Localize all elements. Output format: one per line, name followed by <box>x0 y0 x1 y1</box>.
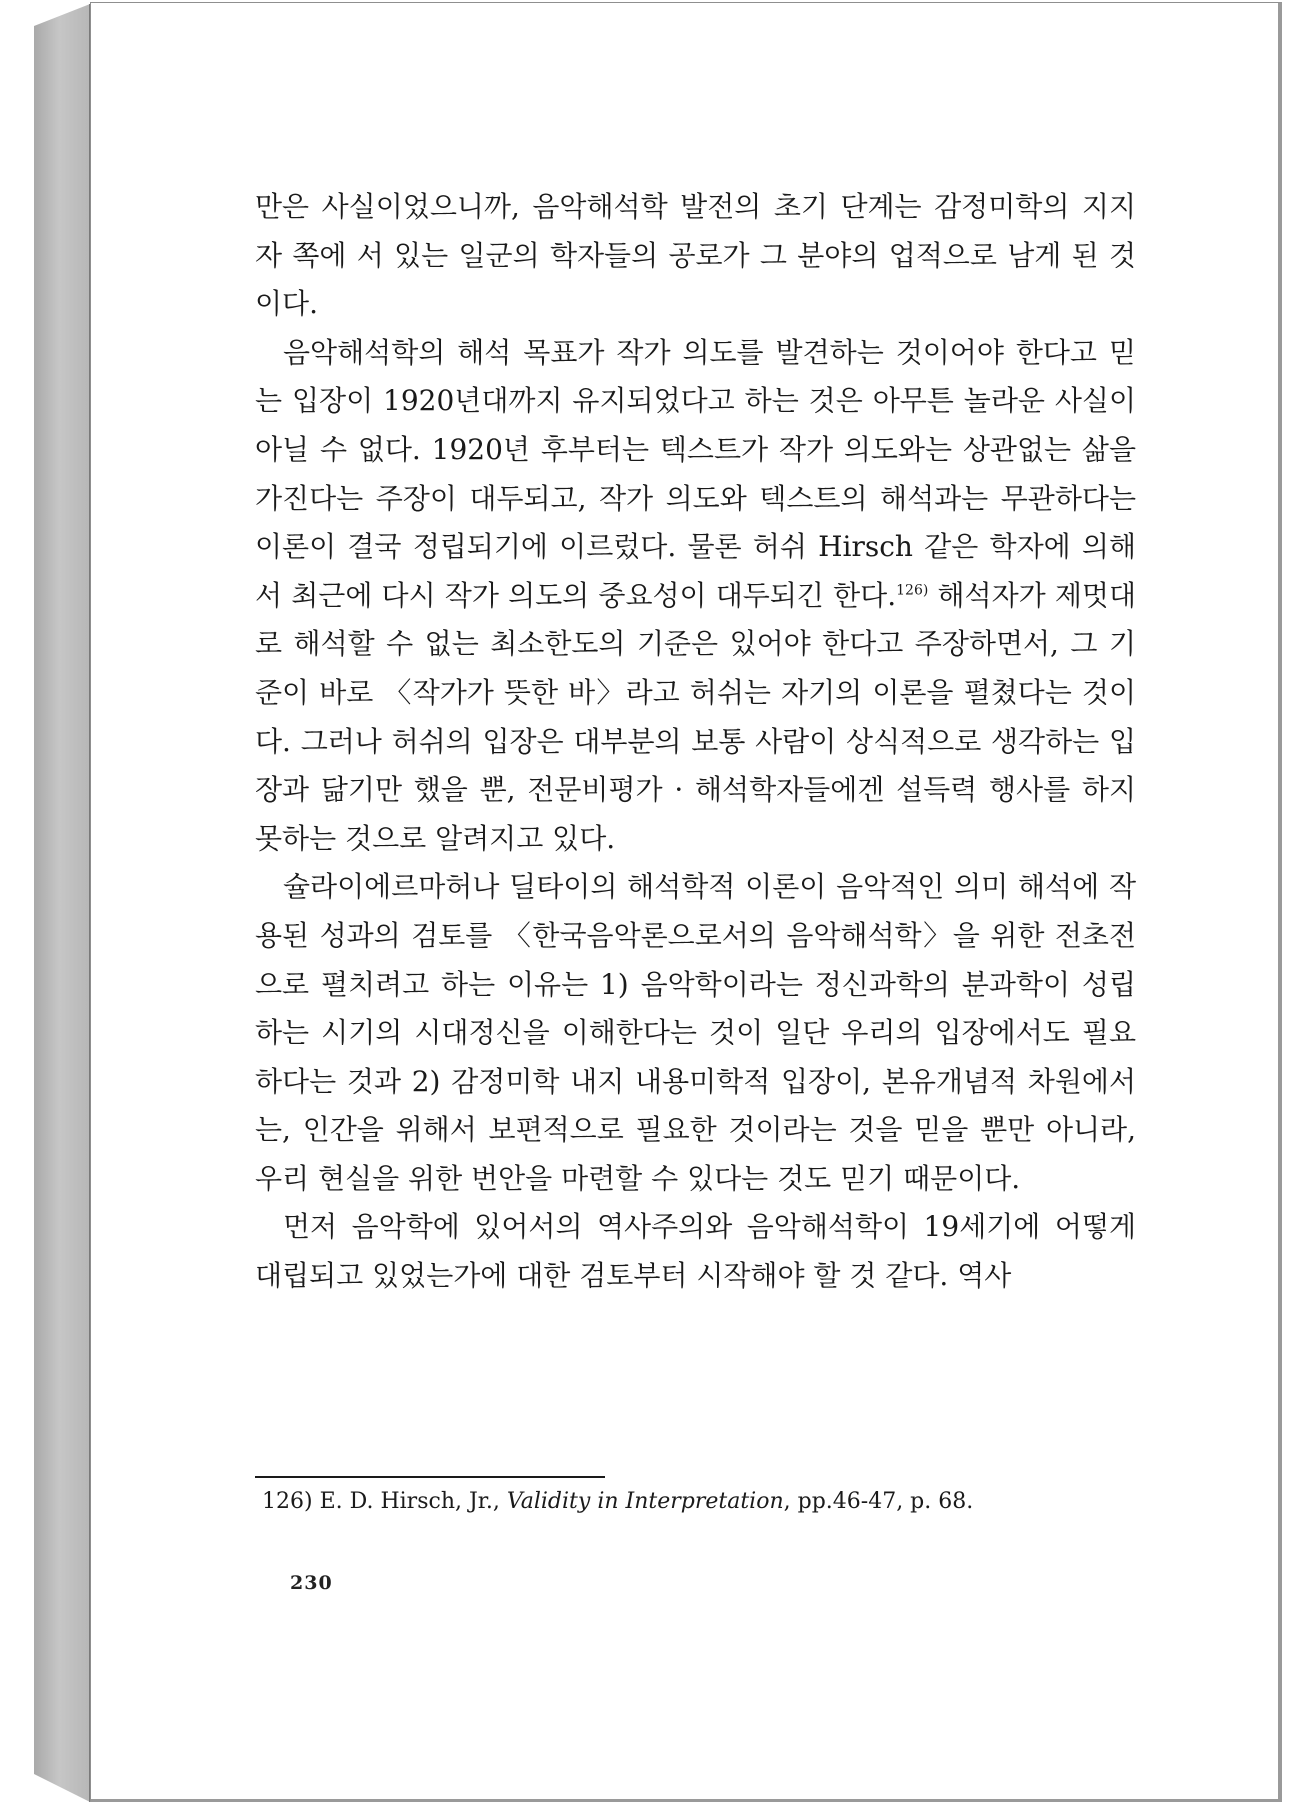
paragraph-4: 먼저 음악학에 있어서의 역사주의와 음악해석학이 19세기에 어떻게 대립되고 있었는가에 대한 검토부터 시작해야 할 것 같다. 역사 <box>255 1210 1136 1293</box>
footnote-reference: 126) <box>896 582 929 599</box>
body-text <box>255 183 1136 1301</box>
footnote-title: Validity in Interpretation <box>506 1489 784 1514</box>
footnote-pages: , pp.46-47, p. 68. <box>783 1489 974 1514</box>
paragraph-2-text-before: 음악해석학의 해석 목표가 작가 의도를 발견하는 것이어야 한다고 믿는 입장이 1920년대까지 유지되었다고 하는 것은 아무튼 놀라운 사실이 아닐 수 없다. 1920년 후부터는 텍스트가 작가 의도와는 상관없는 삶을 가진다는 주장이 대두되고, 작가 의도와 텍스트의 해석과는 무관하다는 이론이 결국 정립되기에 이르렀다. 물론 허쉬 Hirsch 같은 학자에 의해서 최근에 다시 작가 의도의 중요성이 대두되긴 한다. <box>255 335 1136 612</box>
paragraph-1: 만은 사실이었으니까, 음악해석학 발전의 초기 단계는 감정미학의 지지자 쪽에 서 있는 일군의 학자들의 공로가 그 분야의 업적으로 남게 된 것이다. <box>255 190 1136 321</box>
footnote <box>262 1486 1136 1518</box>
footnote-author: E. D. Hirsch, Jr., <box>319 1489 500 1514</box>
paragraph-2-text-after: 해석자가 제멋대로 해석할 수 없는 최소한도의 기준은 있어야 한다고 주장하면서, 그 기준이 바로 〈작가가 뜻한 바〉라고 허쉬는 자기의 이론을 펼쳤다는 것이다. 그러나 허쉬의 입장은 대부분의 보통 사람이 상식적으로 생각하는 입장과 닮기만 했을 뿐, 전문비평가 · 해석학자들에겐 설득력 행사를 하지 못하는 것으로 알려지고 있다. <box>255 578 1136 855</box>
footnote-separator <box>255 1476 605 1478</box>
footnote-number: 126) <box>262 1489 313 1514</box>
paragraph-3: 슐라이에르마허나 딜타이의 해석학적 이론이 음악적인 의미 해석에 작용된 성과의 검토를 〈한국음악론으로서의 음악해석학〉을 위한 전초전으로 펼치려고 하는 이유는 1) 음악학이라는 정신과학의 분과학이 성립하는 시기의 시대정신을 이해한다는 것이 일단 우리의 입장에서도 필요하다는 것과 2) 감정미학 내지 내용미학적 입장이, 본유개념적 차원에서는, 인간을 위해서 보편적으로 필요한 것이라는 것을 믿을 뿐만 아니라, 우리 현실을 위한 번안을 마련할 수 있다는 것도 믿기 때문이다. <box>255 870 1136 1195</box>
paragraph-2 <box>255 329 1136 864</box>
book-spine <box>34 4 90 1802</box>
page-number: 230 <box>290 1572 333 1594</box>
